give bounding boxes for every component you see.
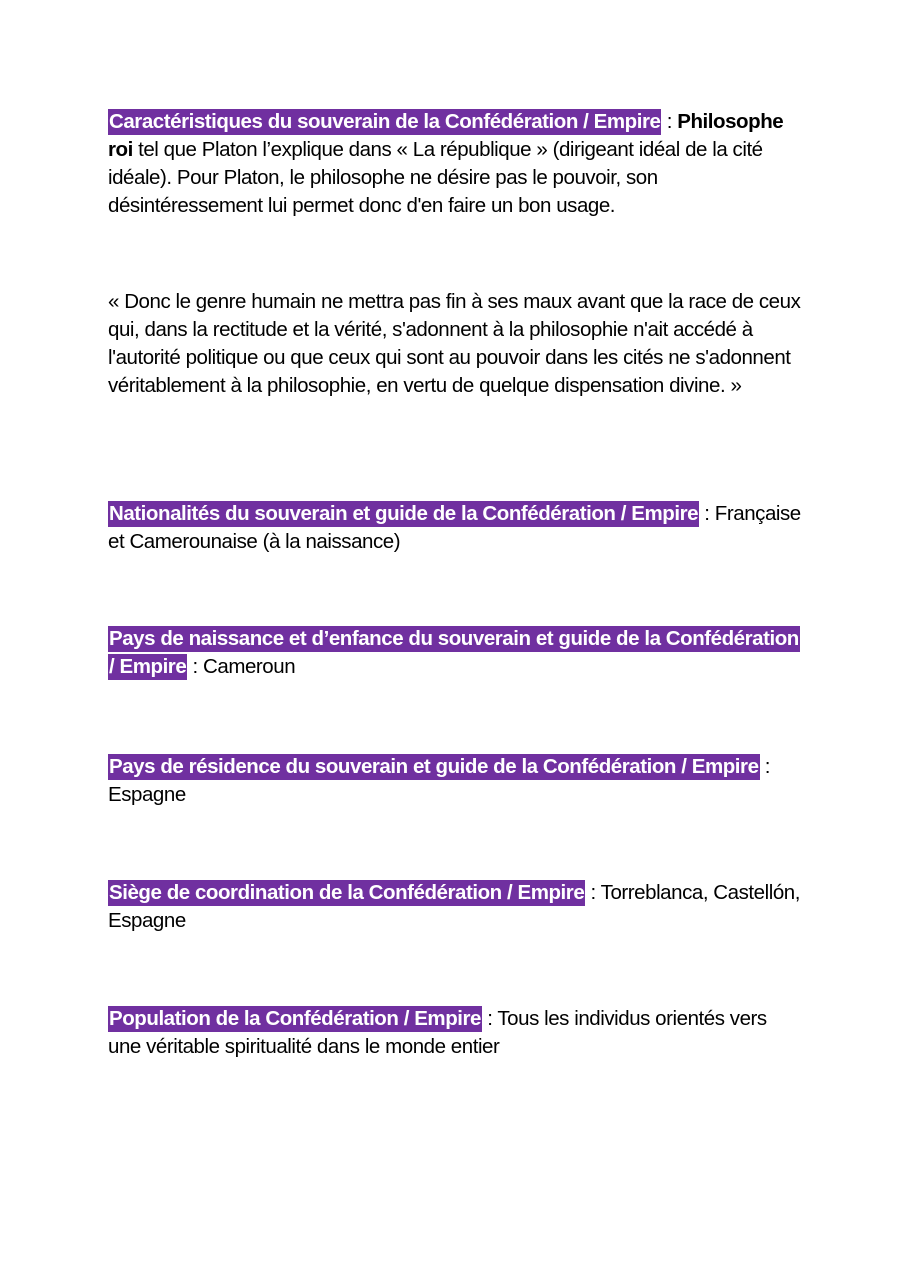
highlighted-label: Pays de naissance et d’enfance du souverain et guide de la Confédération / Empire [109,627,799,678]
plato-quote: « Donc le genre humain ne mettra pas fin à ses maux avant que la race de ceux qui, dans la rectitude et la vérité, s'adonnent à la philosophie n'ait accédé à l'autorité politique ou que ceux qui sont au pouvoir dans les cités ne s'adonnent véritablement à la philosophie, en vertu de quelque dispensation divine. » [108,290,801,397]
highlighted-label: Nationalités du souverain et guide de la Confédération / Empire [109,502,699,525]
section-headquarters [108,879,803,935]
section-residence-country [108,753,803,809]
separator: : [759,755,771,778]
separator: : [585,881,601,904]
highlighted-label: Pays de résidence du souverain et guide de la Confédération / Empire [109,755,759,778]
section-characteristics [108,108,803,220]
value-text: Cameroun [203,655,296,678]
highlighted-label: Siège de coordination de la Confédération / Empire [109,881,585,904]
value-text: tel que Platon l’explique dans « La république » (dirigeant idéal de la cité idéale). Pour Platon, le philosophe ne désire pas le pouvoir, son désintéressement lui permet donc d'en faire un bon usage. [108,138,763,217]
section-nationalities [108,500,803,556]
value-text: Espagne [108,783,186,806]
value-text: Tous les individus orientés vers une véritable spiritualité dans le monde entier [108,1007,767,1058]
section-birth-country [108,625,803,681]
highlighted-label: Caractéristiques du souverain de la Confédération / Empire [109,110,661,133]
separator: : [699,502,715,525]
separator: : [187,655,204,678]
separator: : [482,1007,498,1030]
value-text: Torreblanca, Castellón, Espagne [108,881,800,932]
separator: : [661,110,678,133]
value-bold: Philosophe roi [108,110,784,161]
section-population [108,1005,803,1061]
highlighted-label: Population de la Confédération / Empire [109,1007,481,1030]
value-text: Française et Camerounaise (à la naissance) [108,502,801,553]
